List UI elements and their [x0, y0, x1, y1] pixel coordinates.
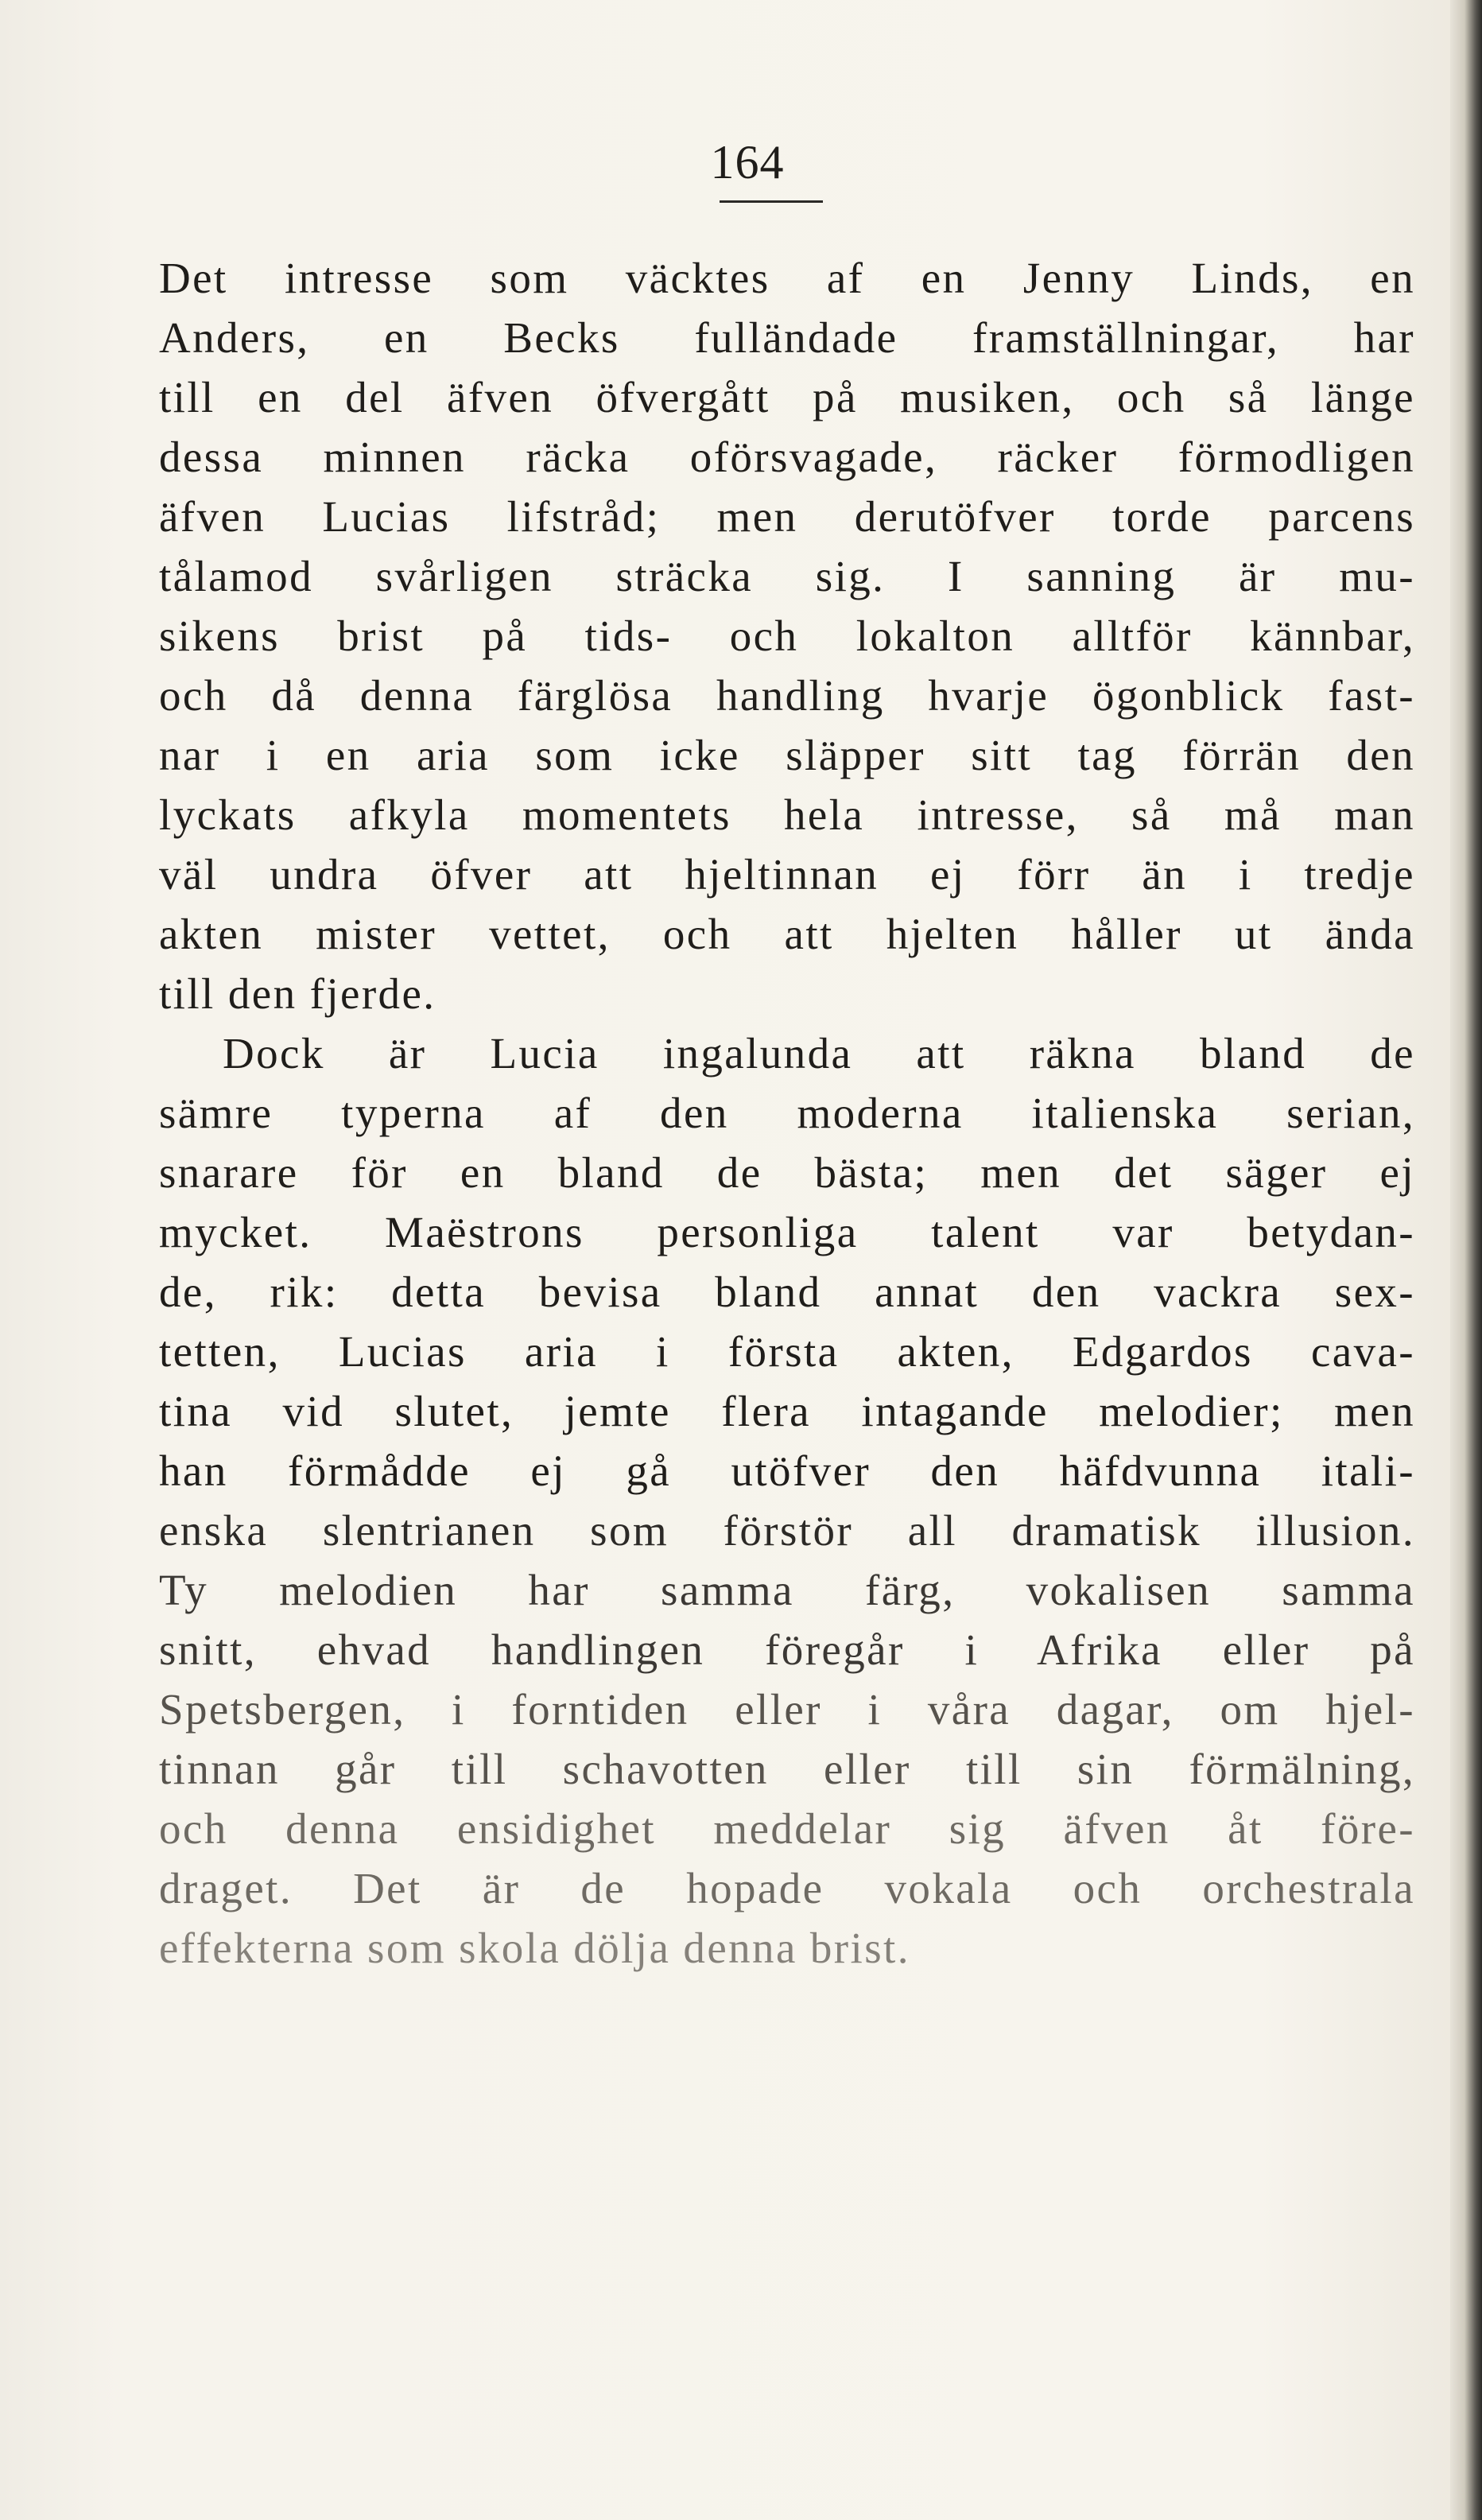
text-line: till en del äfven öfvergått på musiken, och så länge	[159, 373, 1415, 421]
text-line: Spetsbergen, i forntiden eller i våra dagar, om hjel-	[159, 1685, 1415, 1734]
text-line: snarare för en bland de bästa; men det säger ej	[159, 1148, 1415, 1197]
page-number-rule	[720, 200, 823, 203]
text-line: snitt, ehvad handlingen föregår i Afrika eller på	[159, 1625, 1415, 1674]
text-line: väl undra öfver att hjeltinnan ej förr än i tredje	[159, 850, 1415, 899]
text-line: och denna ensidighet meddelar sig äfven åt före-	[159, 1804, 1415, 1853]
text-line: de, rik: detta bevisa bland annat den vackra sex-	[159, 1268, 1415, 1316]
text-line: sikens brist på tids- och lokalton alltför kännbar,	[159, 612, 1415, 660]
text-line: till den fjerde.	[159, 969, 436, 1018]
text-line: äfven Lucias lifstråd; men derutöfver torde parcens	[159, 492, 1415, 541]
text-line: Dock är Lucia ingalunda att räkna bland de	[223, 1029, 1415, 1078]
text-line: enska slentrianen som förstör all dramatisk illusion.	[159, 1506, 1415, 1555]
page-number: 164	[710, 136, 785, 188]
text-line: Ty melodien har samma färg, vokalisen samma	[159, 1566, 1415, 1614]
text-line: tetten, Lucias aria i första akten, Edgardos cava-	[159, 1327, 1415, 1376]
text-line: tinnan går till schavotten eller till sin förmälning,	[159, 1745, 1415, 1793]
text-line: tina vid slutet, jemte flera intagande melodier; men	[159, 1387, 1415, 1435]
text-line: tålamod svårligen sträcka sig. I sanning är mu-	[159, 552, 1415, 600]
text-line: effekterna som skola dölja denna brist.	[159, 1924, 910, 1972]
text-line: nar i en aria som icke släpper sitt tag förrän den	[159, 731, 1415, 779]
body-text	[159, 248, 1415, 1978]
text-line: och då denna färglösa handling hvarje ögonblick fast-	[159, 671, 1415, 720]
text-line: draget. Det är de hopade vokala och orchestrala	[159, 1864, 1415, 1912]
page-edge-shadow	[1450, 0, 1482, 2520]
text-line: akten mister vettet, och att hjelten håller ut ända	[159, 910, 1415, 958]
text-line: Anders, en Becks fulländade framställningar, har	[159, 313, 1415, 362]
text-line: Det intresse som väcktes af en Jenny Linds, en	[159, 254, 1415, 302]
text-line: sämre typerna af den moderna italienska serian,	[159, 1089, 1415, 1137]
text-line: mycket. Maëstrons personliga talent var betydan-	[159, 1208, 1415, 1256]
text-line: dessa minnen räcka oförsvagade, räcker förmodligen	[159, 433, 1415, 481]
text-line: lyckats afkyla momentets hela intresse, så må man	[159, 790, 1415, 839]
text-line: han förmådde ej gå utöfver den häfdvunna itali-	[159, 1446, 1415, 1495]
